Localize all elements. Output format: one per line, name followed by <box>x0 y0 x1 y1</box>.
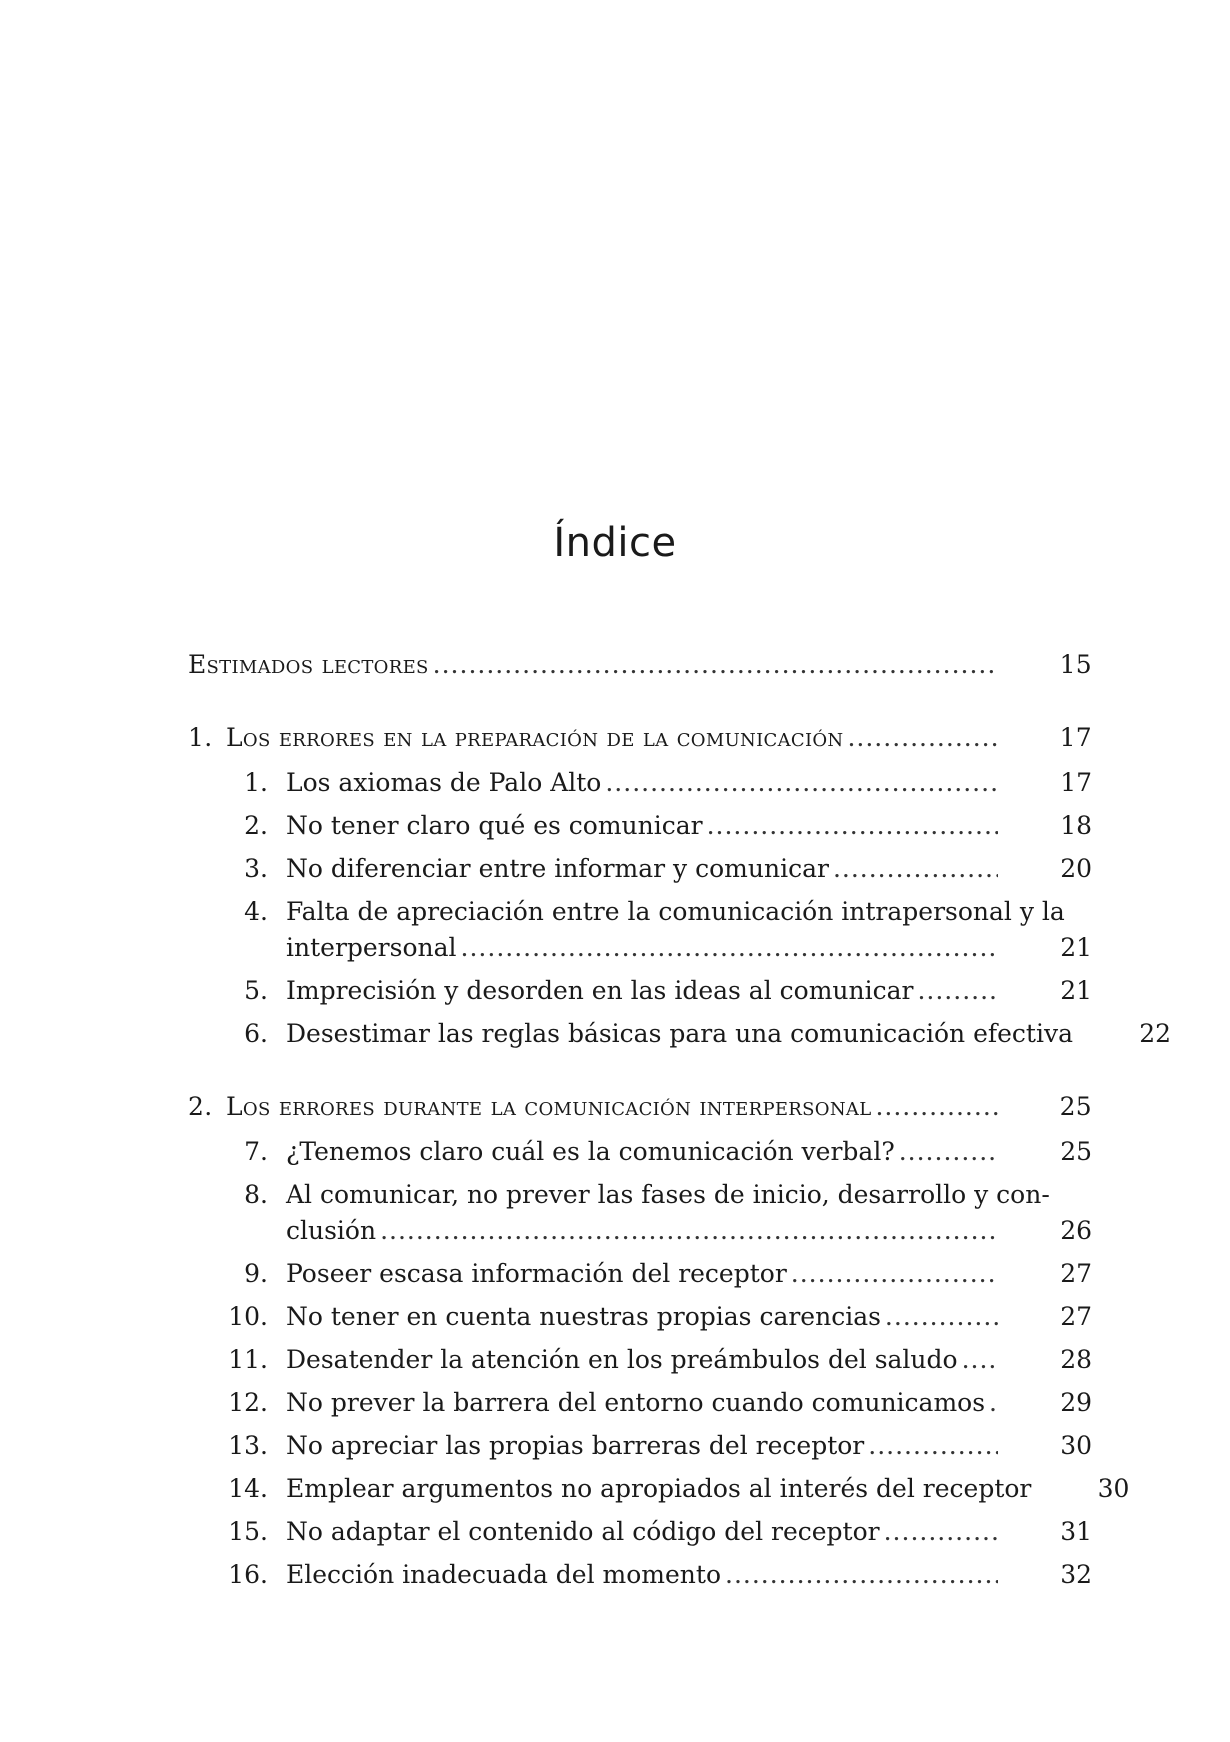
toc-page-number: 30 <box>1097 1474 1130 1503</box>
toc-chapter-number: 2. <box>188 1092 213 1121</box>
toc-entry-number: 12. <box>228 1388 268 1417</box>
toc-entry[interactable] <box>188 897 1092 933</box>
toc-entry-label: Poseer escasa información del receptor <box>286 1259 787 1288</box>
toc-entry-label: Estimados lectores <box>188 650 429 679</box>
dot-leader <box>989 1388 998 1417</box>
toc-entry-label: No tener en cuenta nuestras propias carencias <box>286 1302 881 1331</box>
toc-entry-label: Desatender la atención en los preámbulos del saludo <box>286 1345 958 1374</box>
toc-entry-label: No apreciar las propias barreras del receptor <box>286 1431 865 1460</box>
toc-page-number: 32 <box>1060 1560 1092 1589</box>
toc-page-number: 28 <box>1060 1345 1092 1374</box>
toc-entry-label: Elección inadecuada del momento <box>286 1560 721 1589</box>
chapter-list <box>188 723 1171 1603</box>
toc-entry-number: 1. <box>244 768 268 797</box>
toc-entry-label: No adaptar el contenido al código del receptor <box>286 1517 880 1546</box>
toc-entry[interactable] <box>188 1474 1130 1517</box>
toc-entry-label: No tener claro qué es comunicar <box>286 811 703 840</box>
toc-entry[interactable] <box>188 1345 1092 1388</box>
toc-entry-number: 6. <box>244 1019 268 1048</box>
toc-entry-number: 10. <box>228 1302 268 1331</box>
toc-entry-label: No prever la barrera del entorno cuando comunicamos <box>286 1388 986 1417</box>
toc-entry-label: Al comunicar, no prever las fases de inicio, desarrollo y con- <box>286 1180 1050 1209</box>
toc-entry-number: 11. <box>228 1345 268 1374</box>
toc-entry[interactable] <box>188 1259 1092 1302</box>
dot-leader <box>847 723 998 752</box>
toc-entry-number: 14. <box>228 1474 268 1503</box>
toc-page-number: 20 <box>1060 854 1092 883</box>
toc-entry[interactable] <box>188 1302 1092 1345</box>
toc-chapter-label: Los errores en la preparación de la comunicación <box>226 723 844 752</box>
toc-entry-continuation[interactable] <box>188 933 1092 976</box>
dot-leader <box>917 976 998 1005</box>
toc-entry-continuation[interactable] <box>188 1216 1092 1259</box>
dot-leader <box>605 768 998 797</box>
page-title: Índice <box>553 520 677 566</box>
toc-entry[interactable] <box>188 1137 1092 1180</box>
dot-leader <box>380 1216 998 1245</box>
dot-leader <box>433 650 998 679</box>
dot-leader <box>868 1431 998 1460</box>
toc-entry-label-continued: interpersonal <box>286 933 457 962</box>
toc-entry-number: 13. <box>228 1431 268 1460</box>
toc-page-number: 29 <box>1060 1388 1092 1417</box>
toc-page-number: 15 <box>1059 650 1092 679</box>
toc-entry[interactable] <box>188 1180 1092 1216</box>
toc-entry-label: No diferenciar entre informar y comunicar <box>286 854 829 883</box>
toc-page-number: 21 <box>1060 933 1092 962</box>
toc-entry-label-continued: clusión <box>286 1216 377 1245</box>
toc-entry[interactable] <box>188 1431 1092 1474</box>
toc-page-number: 21 <box>1060 976 1092 1005</box>
toc-entry-number: 8. <box>244 1180 268 1209</box>
toc-chapter-label: Los errores durante la comunicación interpersonal <box>226 1092 872 1121</box>
toc-entry[interactable] <box>188 1560 1092 1603</box>
dot-leader <box>725 1560 998 1589</box>
toc-chapter-number: 1. <box>188 723 213 752</box>
toc-entry-label: ¿Tenemos claro cuál es la comunicación verbal? <box>286 1137 895 1166</box>
toc-chapter[interactable] <box>188 1092 1092 1135</box>
toc-entry[interactable] <box>188 1388 1092 1431</box>
dot-leader <box>791 1259 998 1288</box>
toc-entry[interactable] <box>188 976 1092 1019</box>
toc-page-number: 17 <box>1059 723 1092 752</box>
toc-chapter[interactable] <box>188 723 1092 766</box>
toc-entry-number: 7. <box>244 1137 268 1166</box>
toc-entry[interactable] <box>188 854 1092 897</box>
toc-entry-number: 15. <box>228 1517 268 1546</box>
toc-page-number: 18 <box>1060 811 1092 840</box>
toc-entry-frontmatter[interactable] <box>188 650 1092 693</box>
toc-entry-number: 4. <box>244 897 268 926</box>
toc-entry-number: 3. <box>244 854 268 883</box>
dot-leader <box>833 854 998 883</box>
toc-page-number: 17 <box>1060 768 1092 797</box>
dot-leader <box>884 1517 998 1546</box>
toc-entry-label: Falta de apreciación entre la comunicación intrapersonal y la <box>286 897 1065 926</box>
toc-entry-number: 2. <box>244 811 268 840</box>
toc-entry[interactable] <box>188 811 1092 854</box>
toc-entry[interactable] <box>188 1019 1171 1062</box>
toc-entry-label: Desestimar las reglas básicas para una comunicación efectiva <box>286 1019 1073 1048</box>
dot-leader <box>707 811 998 840</box>
toc-entry[interactable] <box>188 1517 1092 1560</box>
toc-entry-number: 9. <box>244 1259 268 1288</box>
dot-leader <box>885 1302 998 1331</box>
toc-page-number: 25 <box>1059 1092 1092 1121</box>
dot-leader <box>899 1137 998 1166</box>
toc-entry-label: Imprecisión y desorden en las ideas al comunicar <box>286 976 914 1005</box>
toc-page-number: 25 <box>1060 1137 1092 1166</box>
dot-leader <box>962 1345 998 1374</box>
toc-page-number: 27 <box>1060 1259 1092 1288</box>
toc-entry-label: Emplear argumentos no apropiados al interés del receptor <box>286 1474 1032 1503</box>
toc-entry-number: 16. <box>228 1560 268 1589</box>
toc-entry-number: 5. <box>244 976 268 1005</box>
dot-leader <box>875 1092 998 1121</box>
toc-page-number: 27 <box>1060 1302 1092 1331</box>
toc-page-number: 31 <box>1060 1517 1092 1546</box>
toc-entry-label: Los axiomas de Palo Alto <box>286 768 602 797</box>
toc-page-number: 26 <box>1060 1216 1092 1245</box>
dot-leader <box>461 933 998 962</box>
toc-page-number: 30 <box>1060 1431 1092 1460</box>
toc-entry[interactable] <box>188 768 1092 811</box>
table-of-contents <box>188 650 1171 1603</box>
toc-page-number: 22 <box>1139 1019 1171 1048</box>
